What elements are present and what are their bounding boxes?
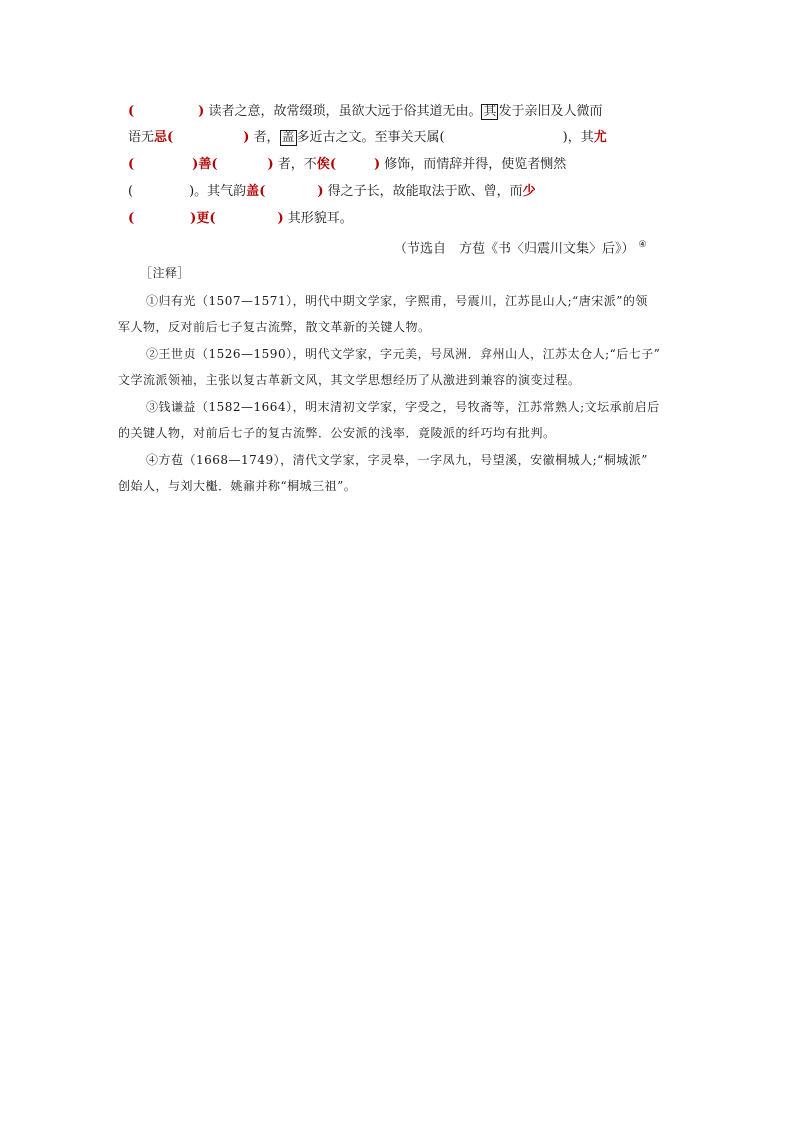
passage-text: 语无 (128, 130, 155, 145)
blank-open-bracket: ( (167, 130, 174, 145)
note-text: 军人物，反对前后七子复古流弊，散文革新的关键人物。 (118, 320, 431, 334)
note-text: 的关键人物，对前后七子的复古流弊．公安派的浅率．竟陵派的纤巧均有批判。 (118, 426, 556, 440)
highlighted-character: 尤 (593, 130, 607, 145)
note-1-line-1 (146, 293, 648, 309)
highlighted-character: 盖 (246, 184, 260, 199)
passage-text: 多近古之文。至事关天属 (296, 130, 440, 145)
blank-close-bracket: ) (277, 211, 284, 226)
notes-heading (140, 265, 190, 281)
boxed-character: 其 (483, 104, 497, 119)
blank-open-bracket: ( (439, 130, 445, 145)
blank-open-bracket: ( (128, 184, 134, 199)
blank-close-bracket: ) (243, 130, 250, 145)
passage-text: 得之子长，故能取法于欧、曾，而 (327, 184, 523, 199)
blank-open-bracket: ( (211, 157, 218, 172)
note-4-line-2 (118, 478, 356, 494)
footnote-marker: ④ (638, 240, 647, 250)
highlighted-character: 更 (196, 211, 210, 226)
blank-close-bracket: ) (373, 157, 381, 172)
note-4-line-1 (146, 452, 648, 468)
highlighted-character: 善 (198, 157, 212, 172)
blank-open-bracket: ( (209, 211, 216, 226)
note-3-line-2 (118, 425, 556, 441)
highlighted-character: 俟 (316, 157, 330, 172)
note-3-line-1 (146, 399, 660, 415)
note-text: ④方苞（1668—1749），清代文学家，字灵皋，一字凤九，号望溪，安徽桐城人;“桐城派” (146, 453, 648, 467)
blank-close-bracket: ) (267, 157, 274, 172)
blank-open-bracket: ( (259, 184, 266, 199)
note-1-line-2 (118, 319, 431, 335)
passage-line-1 (128, 104, 603, 120)
highlighted-character: 少 (522, 184, 536, 199)
source-attribution (394, 237, 647, 257)
blank-close-bracket: ) (317, 184, 324, 199)
note-text: 创始人，与刘大櫆．姚鼐并称“桐城三祖”。 (118, 479, 357, 493)
source-text: （节选自 方苞《书〈归震川文集〉后》） (394, 241, 635, 257)
blank-close-bracket: ) (198, 104, 205, 119)
blank-close-bracket: ) (190, 211, 197, 226)
notes-heading-text: ［注释］ (140, 266, 191, 280)
passage-text: 其形貌耳。 (287, 211, 353, 226)
passage-text: 修饰，而情辞并得，使览者恻然 (384, 157, 567, 172)
blank-open-bracket: ( (329, 157, 336, 172)
blank-open-bracket: ( (128, 157, 135, 172)
highlighted-character: 忌 (154, 130, 168, 145)
blank-close-bracket: ) (189, 184, 195, 199)
note-text: ③钱谦益（1582—1664），明末清初文学家，字受之，号牧斋等，江苏常熟人;文坛承前启后 (146, 400, 660, 414)
passage-line-4 (128, 184, 536, 200)
passage-text: 发于亲旧及人微而 (498, 104, 603, 119)
passage-text: 读者之意，故常缀琐，虽欲大远于俗其道无由。 (208, 104, 482, 119)
blank-close-bracket: ) (562, 130, 568, 145)
passage-text: 。其气韵 (194, 184, 247, 199)
passage-line-2 (128, 130, 607, 146)
note-text: ②王世贞（1526—1590），明代文学家，字元美，号凤洲．弇州山人，江苏太仓人;“后七子” (146, 347, 661, 361)
passage-line-5 (128, 211, 353, 227)
passage-text: 者，不 (277, 157, 317, 172)
passage-text: ，其 (567, 130, 594, 145)
note-2-line-1 (146, 346, 660, 362)
note-text: 文学流派领袖，主张以复古革新文风，其文学思想经历了从激进到兼容的演变过程。 (118, 373, 581, 387)
note-2-line-2 (118, 372, 581, 388)
note-text: ①归有光（1507—1571），明代中期文学家，字熙甫，号震川，江苏昆山人;“唐宋派”的领 (146, 294, 648, 308)
passage-line-3 (128, 157, 566, 173)
blank-open-bracket: ( (128, 211, 135, 226)
blank-close-bracket: ) (192, 157, 199, 172)
blank-open-bracket: ( (128, 104, 135, 119)
passage-text: 者， (253, 130, 280, 145)
boxed-character: 盖 (281, 130, 295, 145)
